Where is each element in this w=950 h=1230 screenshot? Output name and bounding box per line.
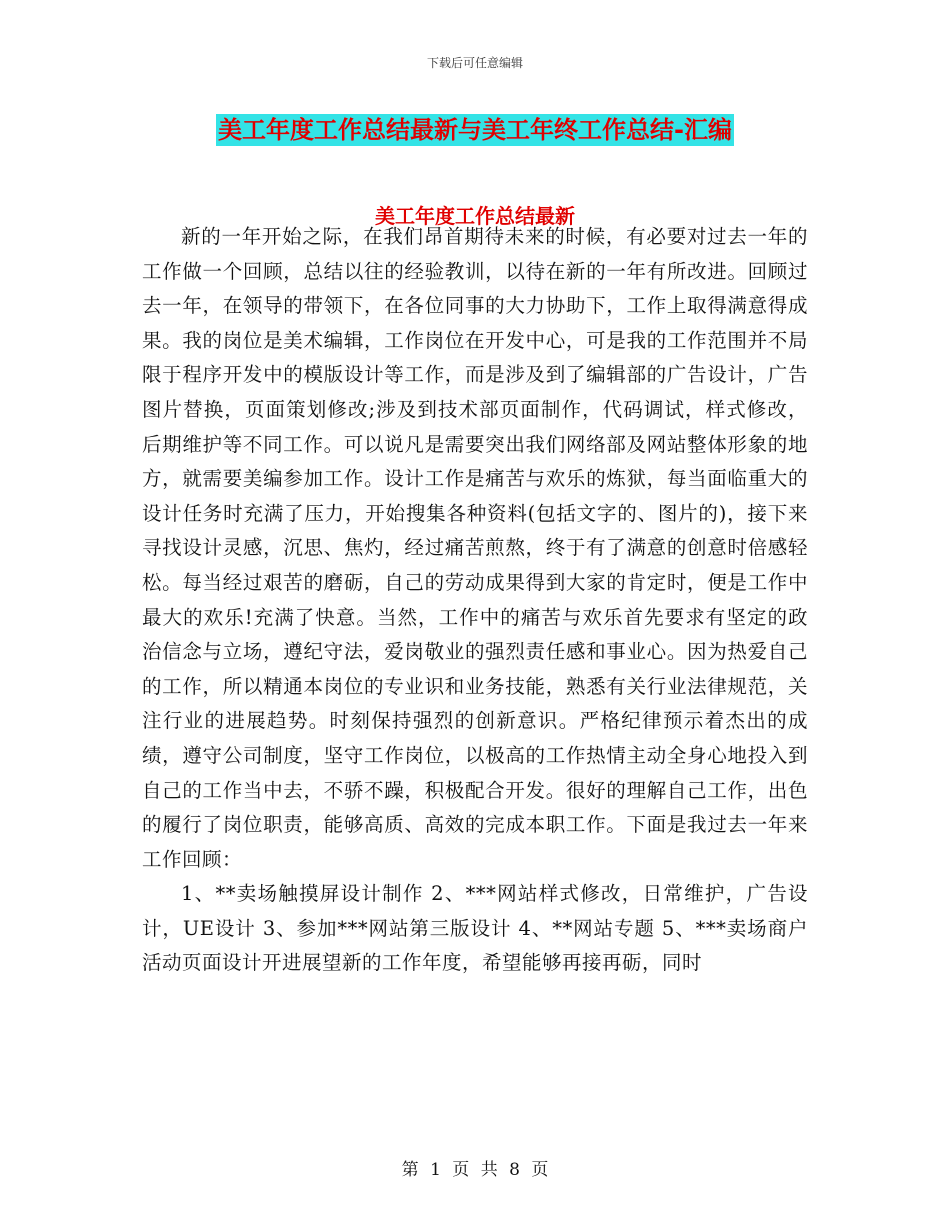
page-number: 第 1 页 共 8 页: [401, 1160, 549, 1180]
body-text: [142, 220, 808, 981]
paragraph-intro: 新的一年开始之际，在我们昂首期待未来的时候，有必要对过去一年的工作做一个回顾，总结以往的经验教训，以待在新的一年有所改进。回顾过去一年，在领导的带领下，在各位同事的大力协助下，工作上取得满意得成果。我的岗位是美术编辑，工作岗位在开发中心，可是我的工作范围并不局限于程序开发中的模版设计等工作，而是涉及到了编辑部的广告设计，广告图片替换，页面策划修改;涉及到技术部页面制作，代码调试，样式修改，后期维护等不同工作。可以说凡是需要突出我们网络部及网站整体形象的地方，就需要美编参加工作。设计工作是痛苦与欢乐的炼狱，每当面临重大的设计任务时充满了压力，开始搜集各种资料(包括文字的、图片的)，接下来寻找设计灵感，沉思、焦灼，经过痛苦煎熬，终于有了满意的创意时倍感轻松。每当经过艰苦的磨砺，自己的劳动成果得到大家的肯定时，便是工作中最大的欢乐!充满了快意。当然，工作中的痛苦与欢乐首先要求有坚定的政治信念与立场，遵纪守法，爱岗敬业的强烈责任感和事业心。因为热爱自己的工作，所以精通本岗位的专业识和业务技能，熟悉有关行业法律规范，关注行业的进展趋势。时刻保持强烈的创新意识。严格纪律预示着杰出的成绩，遵守公司制度，坚守工作岗位，以极高的工作热情主动全身心地投入到自己的工作当中去，不骄不躁，积极配合开发。很好的理解自己工作，出色的履行了岗位职责，能够高质、高效的完成本职工作。下面是我过去一年来工作回顾：: [142, 225, 808, 871]
document-title: 美工年度工作总结最新与美工年终工作总结-汇编: [218, 116, 732, 144]
paragraph-work-list: 1、**卖场触摸屏设计制作 2、***网站样式修改，日常维护，广告设计，UE设计 3、参加***网站第三版设计 4、**网站专题 5、***卖场商户活动页面设计开进展望新的工作年度，希望能够再接再砺，同时: [142, 882, 808, 975]
header-note: 下载后可任意编辑: [426, 56, 523, 70]
section-title: 美工年度工作总结最新: [375, 204, 575, 228]
document-title-container: [0, 114, 950, 146]
